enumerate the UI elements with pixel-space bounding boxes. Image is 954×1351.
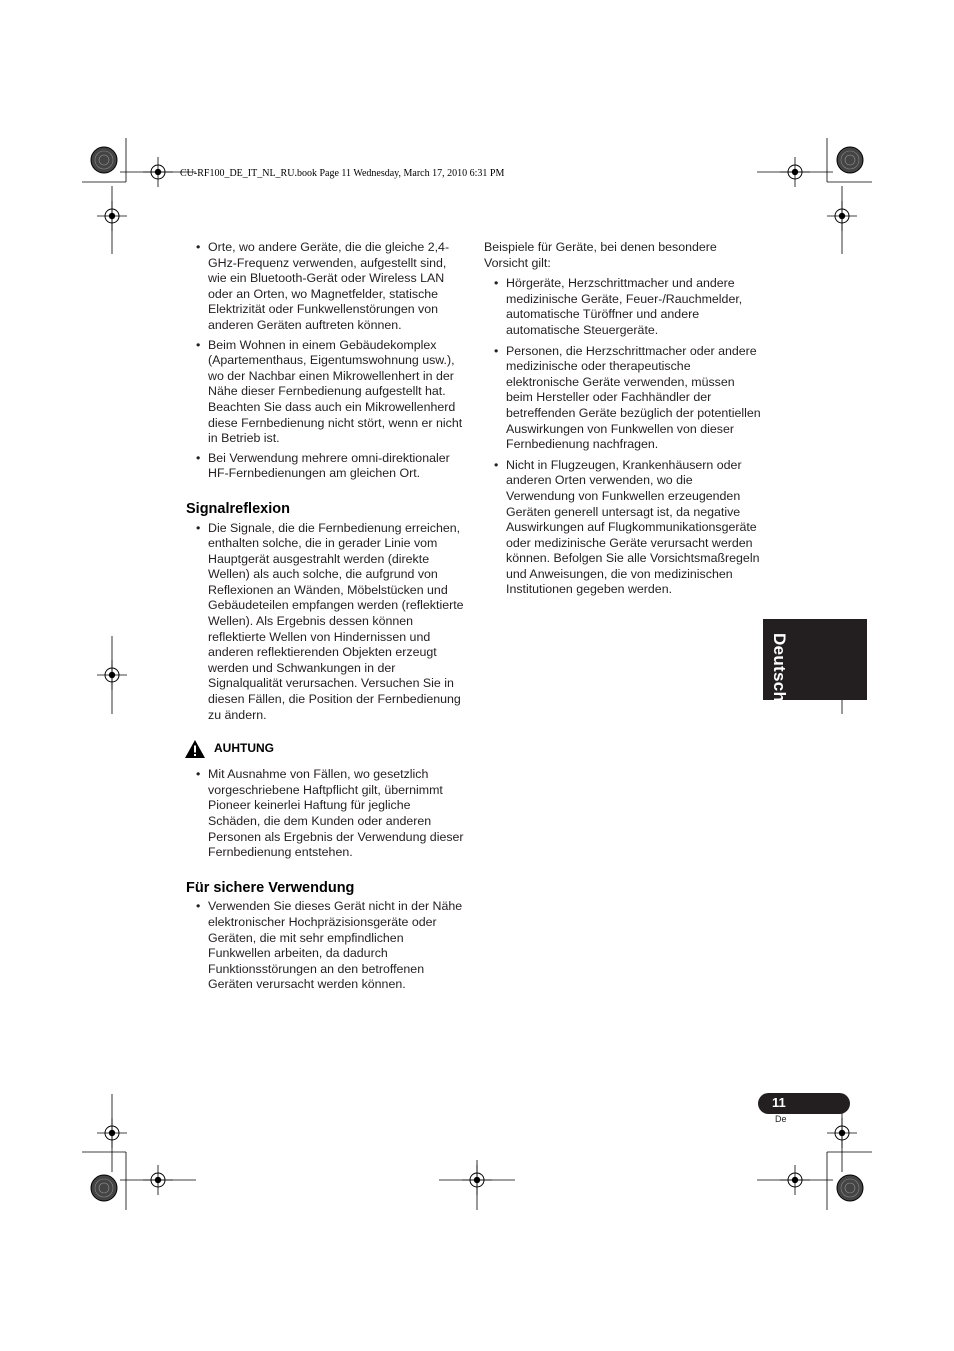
star-target-icon [837,147,863,173]
list-item: • Mit Ausnahme von Fällen, wo gesetzlich vorgeschriebene Haftpflicht gilt, übernimmt Pioneer keinerlei Haftung für jegliche Schäden, die dem Kunden oder anderen Personen als Ergebnis der Verwendung dieser Fernbedienung entstehen. [186,767,464,861]
list-item: • Verwenden Sie dieses Gerät nicht in der Nähe elektronischer Hochpräzisionsgeräte oder Geräten, die mit sehr empfindlichen Funkwellen arbeiten, da dadurch Funktionsstörungen an den betroffenen Geräten verursacht werden können. [186,899,464,993]
caution-header [184,739,464,759]
right-column [484,240,762,603]
book-header: CU-RF100_DE_IT_NL_RU.book Page 11 Wednesday, March 17, 2010 6:31 PM [180,168,505,179]
caution-bullet-list [186,767,464,861]
language-tab [763,619,867,703]
language-tab-label: Deutsch [770,633,789,703]
signal-bullet-list [186,521,464,724]
caution-label: AUHTUNG [214,741,274,756]
list-item: • Beim Wohnen in einem Gebäudekomplex (Apartementhaus, Eigentumswohnung usw.), wo der Nachbar einen Mikrowellenhert in der Nähe dieser Fernbedienung aufgestellt hat. Beachten Sie dass auch ein Mikrowellenherd diese Fernbedienung nicht stört, wenn er nicht in Betrieb ist. [186,338,464,447]
right-intro: Beispiele für Geräte, bei denen besondere Vorsicht gilt: [484,240,717,270]
device-bullet-list [484,276,762,598]
star-target-icon [91,147,117,173]
page-number-badge [758,1093,850,1114]
page-language-code: De [775,1114,787,1124]
list-item: • Orte, wo andere Geräte, die die gleiche 2,4-GHz-Frequenz verwenden, aufgestellt sind, wie ein Bluetooth-Gerät oder Wireless LAN oder an Orten, wo Magnetfelder, statische Elektrizität oder Funkwellenstörungen von anderen Geräten auftreten können. [186,240,464,334]
list-item: • Hörgeräte, Herzschrittmacher und andere medizinische Geräte, Feuer-/Rauchmelder, automatische Türöffner und andere automatische Steuergeräte. [484,276,762,338]
star-target-icon [91,1175,117,1201]
list-item: • Nicht in Flugzeugen, Krankenhäusern oder anderen Orten verwenden, wo die Verwendung von Funkwellen erzeugenden Geräten generell untersagt ist, da negative Auswirkungen auf Flugkommunikationsgeräte oder medizinische Geräte verursacht werden können. Befolgen Sie alle Vorsichtsmaßregeln und Anweisungen, die von medizinischen Institutionen gegeben werden. [484,458,762,598]
list-item: • Bei Verwendung mehrere omni-direktionaler HF-Fernbedienungen am gleichen Ort. [186,451,464,482]
list-item: • Personen, die Herzschrittmacher oder andere medizinische oder therapeutische elektronische Geräte verwenden, müssen beim Hersteller oder Fachhändler der betreffenden Geräte bezüglich der potentiellen Auswirkungen von Funkwellen von dieser Fernbedienung nachfragen. [484,344,762,453]
left-column [186,240,464,997]
page-number: 11 [772,1095,786,1110]
star-target-icon [837,1175,863,1201]
safety-heading: Für sichere Verwendung [186,879,355,896]
intro-bullet-list [186,240,464,482]
list-item: • Die Signale, die die Fernbedienung erreichen, enthalten solche, die in gerader Linie vom Hauptgerät ausgestrahlt werden (direkte Wellen) als auch solche, die aufgrund von Reflexionen an Wänden, Möbelstücken und Gebäudeteilen empfangen werden (reflektierte Wellen). Als Ergebnis dessen können reflektierte Wellen von Hindernissen und anderen reflektierenden Objekten erzeugt werden und Schwankungen in der Signalqualität verursachen. Versuchen Sie in diesen Fällen, die Position der Fernbedienung zu ändern. [186,521,464,724]
warning-icon [184,739,206,759]
signal-heading: Signalreflexion [186,500,290,517]
safety-bullet-list [186,899,464,993]
